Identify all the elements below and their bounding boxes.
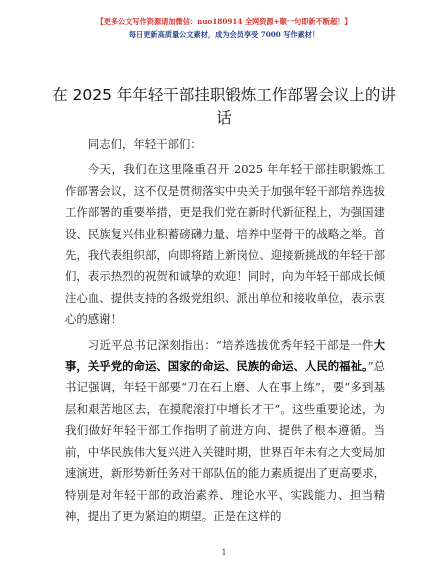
page-number: 1 (221, 548, 227, 557)
paragraph-2-bold-quote: 大事，关乎党的命运、国家的命运、民族的命运、人民的福祉。 (65, 337, 385, 374)
promo-banner-line2: 每日更新高质量公文素材，成为会员享受 7000 写作素材！ (128, 30, 320, 39)
promo-banner-line1: 【更多公文写作资源请加微信：nuo180914 全网资源+顺一句即新不断超！】 (96, 17, 352, 26)
paragraph-2 (65, 335, 385, 528)
salutation: 同志们，年轻干部们： (87, 137, 202, 151)
paragraph-2-intro: 习近平总书记深刻指出：“培养选拔优秀年轻干部是一件 (87, 337, 374, 352)
paragraph-1: 今天，我们在这里隆重召开 2025 年年轻干部挂职锻炼工作部署会议，这不仅是贯彻落实中央关于加强年轻干部培养选拔工作部署的重要举措，更是我们党在新时代新征程上，为强国建设、民族复兴伟业积蓄磅礴力量、培养中坚骨干的战略之举。首先，我代表组织部，向即将踏上新岗位、迎接新挑战的年轻干部们，表示热烈的祝贺和诚挚的欢迎！同时，向为年轻干部成长倾注心血、提供支持的各级党组织、派出单位和接收单位，表示衷心的感谢！ (65, 162, 385, 327)
promo-banner (0, 15, 448, 41)
document-body (65, 134, 385, 527)
document-title: 在 2025 年年轻干部挂职锻炼工作部署会议上的讲话 (52, 86, 396, 127)
paragraph-2-rest: ”总书记强调，年轻干部要“刀在石上磨、人在事上练”，要“多到基层和艰苦地区去，在摸爬滚打中增长才干”。这些重要论述，为我们做好年轻干部工作指明了前进方向、提供了根本遵循。当前，中华民族伟大复兴进入关键时期，世界百年未有之大变局加速演进，新形势新任务对干部队伍的能力素质提出了更高要求，特别是对年轻干部的政治素养、理论水平、实践能力、担当精神，提出了更为紧迫的期望。正是在这样的 (65, 359, 385, 523)
